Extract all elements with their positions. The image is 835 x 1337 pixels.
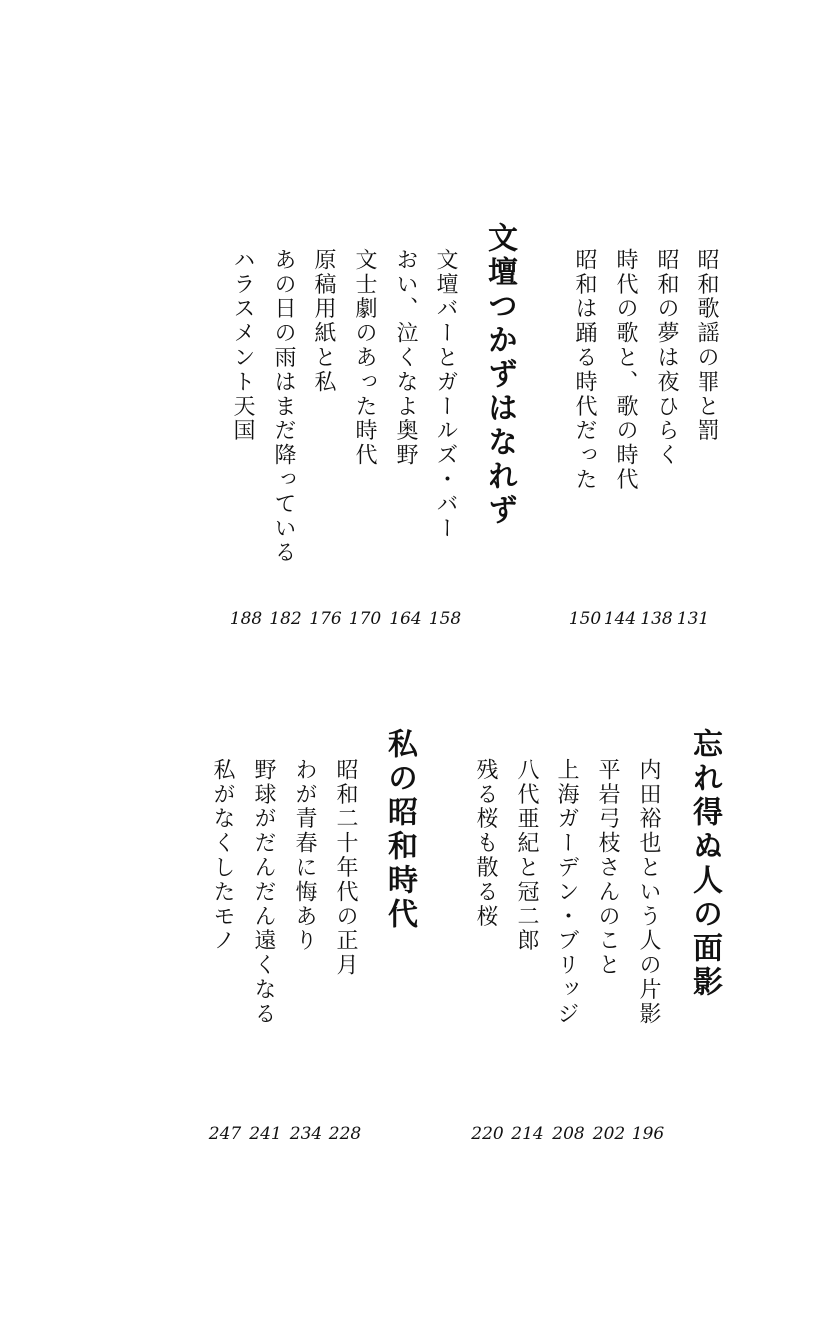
page-number: 176 [309, 609, 342, 629]
toc-entry[interactable]: 野球がだんだん遠くなる [251, 758, 276, 1027]
page-number: 164 [389, 609, 422, 629]
page-numbers-section-3 [468, 1124, 667, 1144]
toc-entry[interactable]: 平岩弓枝さんのこと [595, 758, 620, 978]
page-number: 228 [328, 1124, 362, 1144]
page-numbers-section-4 [205, 1124, 364, 1144]
toc-entry[interactable]: 文壇バーとガールズ・バー [433, 248, 458, 541]
toc-entry[interactable]: 時代の歌と、歌の時代 [613, 248, 638, 492]
page-number: 220 [471, 1124, 504, 1144]
page-numbers-section-1 [568, 609, 711, 629]
page-number: 144 [603, 609, 637, 629]
page-number: 202 [592, 1124, 626, 1144]
section-heading: 忘れ得ぬ人の面影 [687, 728, 722, 1000]
page-number: 170 [348, 609, 382, 629]
toc-entry[interactable]: 昭和は踊る時代だった [572, 248, 597, 492]
page-number: 196 [631, 1124, 665, 1144]
page-number: 234 [289, 1124, 323, 1144]
page-number: 138 [640, 609, 673, 629]
page-number: 158 [428, 609, 462, 629]
toc-entry[interactable]: ハラスメント天国 [230, 248, 255, 444]
toc-entry[interactable]: 昭和歌謡の罪と罰 [694, 248, 719, 444]
toc-entry[interactable]: おい、泣くなよ奥野 [393, 248, 418, 468]
toc-entry[interactable]: 文士劇のあった時代 [352, 248, 377, 468]
toc-entry[interactable]: あの日の雨はまだ降っている [271, 248, 296, 566]
toc-entry[interactable]: わが青春に悔あり [292, 758, 317, 954]
toc-entry[interactable]: 昭和二十年代の正月 [333, 758, 358, 978]
page-number: 150 [568, 609, 602, 629]
section-heading: 文壇つかずはなれず [482, 222, 517, 528]
toc-entry[interactable]: 上海ガーデン・ブリッジ [554, 758, 579, 1027]
page-number: 214 [511, 1124, 544, 1144]
page-number: 208 [552, 1124, 585, 1144]
section-heading: 私の昭和時代 [382, 728, 417, 932]
toc-entry[interactable]: 内田裕也という人の片影 [636, 758, 661, 1027]
page-number: 131 [676, 609, 710, 629]
page-number: 241 [249, 1124, 282, 1144]
page-number: 188 [229, 609, 263, 629]
toc-entry[interactable]: 八代亜紀と冠二郎 [514, 758, 539, 954]
toc-entry[interactable]: 原稿用紙と私 [311, 248, 336, 395]
toc-entry[interactable]: 残る桜も散る桜 [473, 758, 498, 929]
page-numbers-section-2 [227, 609, 464, 629]
toc-entry[interactable]: 昭和の夢は夜ひらく [654, 248, 679, 468]
page-number: 247 [208, 1124, 242, 1144]
page-number: 182 [269, 609, 302, 629]
toc-entry[interactable]: 私がなくしたモノ [210, 758, 235, 954]
